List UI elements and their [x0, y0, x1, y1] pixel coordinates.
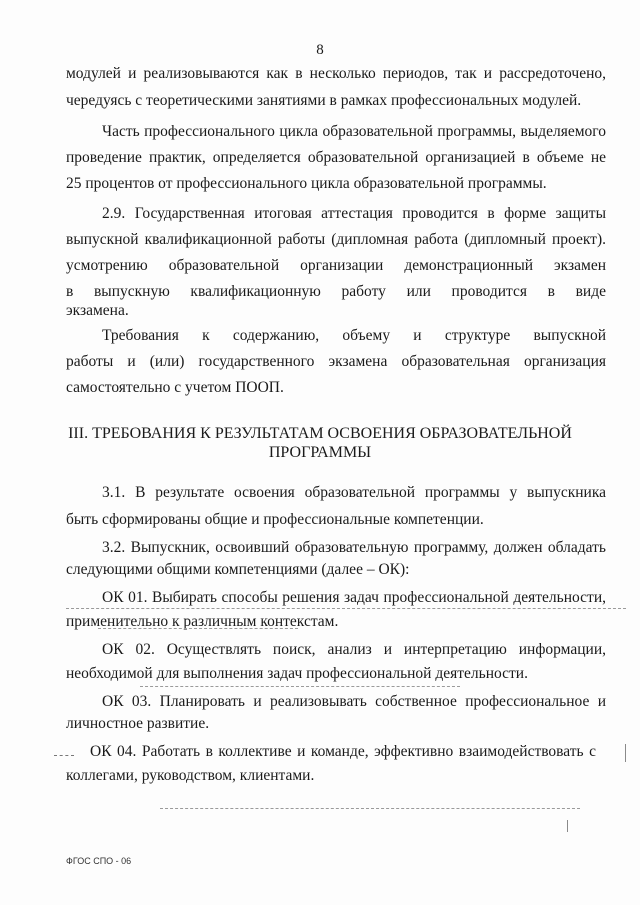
- scan-artifact-line: [140, 686, 460, 687]
- scan-artifact-mark: [567, 820, 568, 832]
- section-heading-line2: ПРОГРАММЫ: [268, 444, 372, 461]
- competency-line: применительно к различным контекстам.: [66, 613, 339, 630]
- text-line: самостоятельно с учетом ПООП.: [66, 379, 284, 396]
- text-line: следующими общими компетенциями (далее – ОК):: [66, 561, 410, 578]
- competency-line: ОК 04. Работать в коллективе и команде, эффективно взаимодействовать с: [90, 743, 596, 760]
- text-line: усмотрению образовательной организации демонстрационный экзамен: [66, 257, 606, 274]
- page-number: 8: [316, 42, 324, 58]
- scan-artifact-line: [54, 755, 74, 756]
- text-line: в выпускную квалификационную работу или проводится в виде: [66, 283, 606, 300]
- text-line: 25 процентов от профессионального цикла образовательной программы.: [66, 175, 547, 192]
- text-line: модулей и реализовываются как в несколько периодов, так и рассредоточено,: [66, 65, 606, 82]
- text-line: Требования к содержанию, объему и структуре выпускной: [102, 327, 606, 344]
- section-heading-line1: III. ТРЕБОВАНИЯ К РЕЗУЛЬТАТАМ ОСВОЕНИЯ ОБРАЗОВАТЕЛЬНОЙ: [68, 425, 572, 442]
- text-line: 3.1. В результате освоения образовательной программы у выпускника: [102, 484, 606, 501]
- text-line: быть сформированы общие и профессиональные компетенции.: [66, 511, 484, 528]
- competency-line: коллегами, руководством, клиентами.: [66, 767, 315, 784]
- competency-line: ОК 02. Осуществлять поиск, анализ и интерпретацию информации,: [102, 641, 606, 658]
- scan-artifact-line: [66, 608, 626, 609]
- competency-line: личностное развитие.: [66, 715, 210, 732]
- competency-line: необходимой для выполнения задач профессиональной деятельности.: [66, 665, 528, 682]
- text-line: Часть профессионального цикла образовательной программы, выделяемого: [102, 123, 606, 140]
- text-line: выпускной квалификационной работы (дипломная работа (дипломный проект).: [66, 231, 606, 248]
- scan-artifact-line: [160, 808, 580, 809]
- text-line: 3.2. Выпускник, освоивший образовательную программу, должен обладать: [102, 539, 606, 556]
- text-line: чередуясь с теоретическими занятиями в рамках профессиональных модулей.: [66, 92, 582, 109]
- text-line: 2.9. Государственная итоговая аттестация проводится в форме защиты: [102, 205, 606, 222]
- text-line: проведение практик, определяется образовательной организацией в объеме не: [66, 149, 606, 166]
- text-line: работы и (или) государственного экзамена образовательная организация: [66, 353, 606, 370]
- text-line: экзамена.: [66, 302, 129, 319]
- scan-artifact-line: [98, 628, 298, 629]
- document-footer: ФГОС СПО - 06: [66, 856, 132, 866]
- competency-line: ОК 01. Выбирать способы решения задач профессиональной деятельности,: [102, 589, 606, 606]
- scan-artifact-mark: [625, 744, 626, 762]
- competency-line: ОК 03. Планировать и реализовывать собственное профессиональное и: [102, 693, 606, 710]
